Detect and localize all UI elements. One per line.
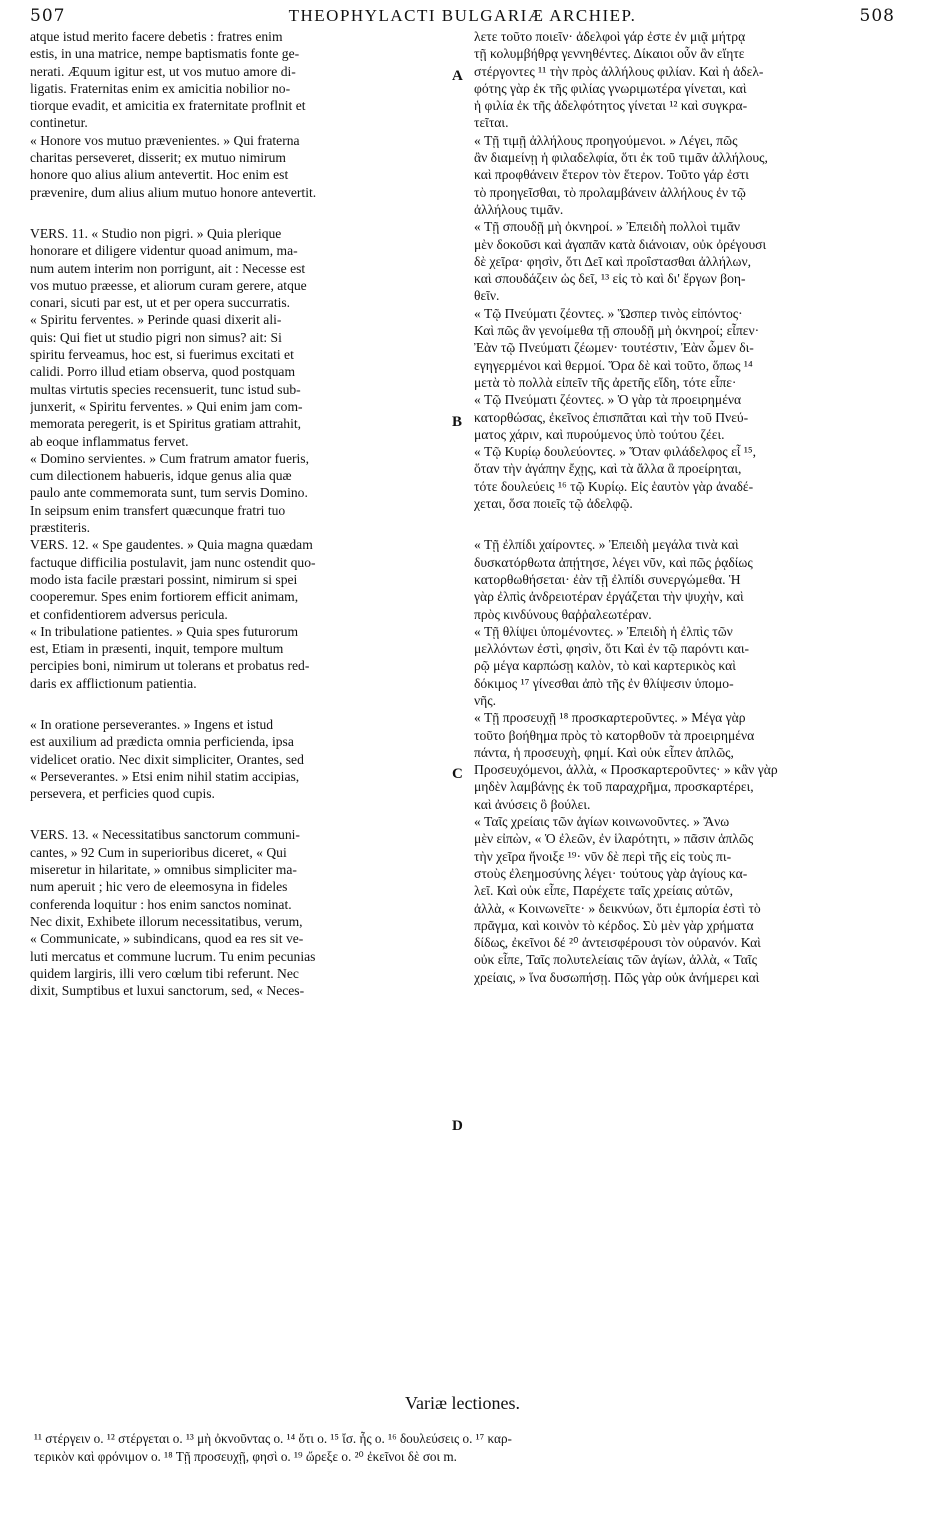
text-line: paulo ante commemorata sunt, tum servis Domino. [30,485,308,501]
footnote-line: ¹¹ στέργειν ο. ¹² στέργεται ο. ¹³ μὴ ὀκνοῦντας ο. ¹⁴ ὅτι ο. ¹⁵ ἴσ. ἦς ο. ¹⁶ δουλεύσεις ο. ¹⁷ καρ- [34,1431,512,1446]
text-line: daris ex afflictionum patientia. [30,675,197,691]
text-line: χεται, ὅσα ποιεῖς τῷ ἀδελφῷ. [474,496,633,512]
paragraph [30,225,450,311]
paragraph [474,28,894,132]
paragraph [474,536,894,622]
text-line: charitas perseveret, disserit; ex mutuo nimirum [30,150,286,166]
text-line: μελλόντων ἐστὶ, φησὶν, ὅτι Καὶ ἐν τῷ παρόντι και- [474,641,750,657]
text-line: continetur. [30,115,88,131]
page-number-right: 508 [859,6,895,26]
text-line: « Spiritu ferventes. » Perinde quasi dixerit ali- [30,312,282,328]
text-line: « Communicate, » subindicans, quod ea res sit ve- [30,931,304,947]
text-line: λετε τοῦτο ποιεῖν· ἀδελφοὶ γάρ ἐστε ἐν μιᾷ μήτρᾳ [474,29,746,44]
marker-a: A [452,68,463,84]
text-line: « In oratione perseverantes. » Ingens et istud [30,716,274,732]
text-line: κατορθωθήσεται· ἐὰν τῇ ἐλπίδι συνεργώμεθα. Ἡ [474,571,741,587]
text-line: honore quo alius alium antevertit. Hoc enim est [30,167,289,183]
paragraph [30,132,450,201]
text-line: μηδὲν λαμβάνῃς ἐκ τοῦ παραχρῆμα, προσκαρτέρει, [474,779,754,795]
text-line: οὐκ εἶπε, Ταῖς πολυτελείαις τῶν ἁγίων, ἀλλὰ, « Ταῖς [474,952,757,968]
text-line: conari, sicuti par est, ut et per opera succurratis. [30,295,291,311]
text-line: πάντα, ἡ προσευχὴ, φημί. Καὶ οὐκ εἶπεν ἁπλῶς, [474,744,734,760]
text-line: cooperemur. Spes enim fortiorem efficit animam, [30,589,299,605]
text-line: num aperuit ; hic vero de eleemosyna in fideles [30,879,288,895]
text-line: estis, in una matrice, nempe baptismatis fonte ge- [30,46,300,62]
text-line: « Τῷ Πνεύματι ζέοντες. » Ὁ γὰρ τὰ προειρημένα [474,392,742,408]
text-line: « In tribulatione patientes. » Quia spes futurorum [30,623,299,639]
footnote-line: τερικὸν καὶ φρόνιμον ο. ¹⁸ Τῇ προσευχῇ, φησὶ ο. ¹⁹ ὤρεξε ο. ²⁰ ἐκεῖνοι δὲ σοι m. [34,1449,457,1464]
text-line: δὲ χεῖρα· φησὶν, ὅτι Δεῖ καὶ προΐστασθαι ἀλλήλων, [474,253,752,269]
text-line: videlicet oratio. Nec dixit simpliciter, Orantes, sed [30,751,304,767]
variae-lectiones-heading: Variæ lectiones. [405,1393,520,1413]
text-line: τεῖται. [474,115,509,131]
text-line: « Honore vos mutuo prævenientes. » Qui fraterna [30,132,300,148]
text-line: Ἐὰν τῷ Πνεύματι ζέωμεν· τουτέστιν, Ἐὰν ὦμεν δι- [474,340,754,356]
text-line: factuque difficilia postulavit, jam nunc ostendit quo- [30,554,316,570]
text-line: καὶ ἀνύσεις ὃ βούλει. [474,796,591,812]
text-line: ligatis. Fraternitas enim ex amicitia nobilior no- [30,80,291,96]
text-line: λεῖ. Καὶ οὐκ εἶπε, Παρέχετε ταῖς χρείαις αὐτῶν, [474,883,734,899]
paragraph [474,443,894,512]
paragraph [474,132,894,218]
text-line: « Τῇ τιμῇ ἀλλήλους προηγούμενοι. » Λέγει, πῶς [474,132,738,148]
text-line: quidem largiris, illi vero cœlum tibi referunt. Nec [30,965,299,981]
text-line: πρᾶγμα, καὶ κοινὸν τὸ κέρδος. Σὺ μὲν γὰρ χρήματα [474,917,754,933]
text-line: conferenda loquitur : hos enim sanctos nominat. [30,896,292,912]
greek-column [474,28,894,1383]
text-line: τὸ προηγεῖσθαι, τὸ προλαμβάνειν ἀλλήλους ἐν τῷ [474,184,746,200]
text-line: πρὸς κινδύνους θαῤῥαλεωτέραν. [474,606,652,622]
text-line: tiorque evadit, et amicitia ex fraternitate proflnit et [30,98,306,114]
text-line: « Τῇ θλίψει ὑπομένοντες. » Ἐπειδὴ ἡ ἐλπὶς τῶν [474,623,733,639]
text-line: memorata peregerit, is et Spiritus gratiam attrahit, [30,416,302,432]
text-line: μὲν εἰπὼν, « Ὁ ἐλεῶν, ἐν ἱλαρότητι, » πᾶσιν ἁπλῶς [474,831,754,847]
text-line: VERS. 12. « Spe gaudentes. » Quia magna quædam [30,537,313,553]
text-line: καὶ προφθάνειν ἕτερον τὸν ἕτερον. Τοῦτο γάρ ἐστι [474,167,749,183]
text-line: στέργοντες ¹¹ τὴν πρὸς ἀλλήλους φιλίαν. Καὶ ἡ ἀδελ- [474,63,764,79]
text-line: modo ista facile præstari possint, nimirum si spei [30,571,298,587]
text-line: persevera, et perficies quod cupis. [30,786,215,802]
text-line: cantes, » 92 Cum in superioribus diceret, « Qui [30,844,287,860]
text-line: « Τῷ Κυρίῳ δουλεύοντες. » Ὅταν φιλάδελφος εἶ ¹⁵, [474,444,757,460]
paragraph [474,218,894,304]
marker-b: B [452,414,463,430]
text-line: num autem interim non porrigunt, ait : Necesse est [30,260,306,276]
text-line: percipies boni, nimirum ut tolerans et probatus red- [30,658,310,674]
text-line: « Τῇ ἐλπίδι χαίροντες. » Ἐπειδὴ μεγάλα τινὰ καὶ [474,537,739,553]
footnotes [34,1430,894,1466]
text-line: VERS. 11. « Studio non pigri. » Quia plerique [30,225,282,241]
text-line: μετὰ τὸ πολλὰ εἰπεῖν τῆς ἀρετῆς εἴδη, τότε εἶπε· [474,374,737,390]
section-markers [452,28,472,1388]
text-line: luti mercatus et commune lucrum. Tu enim pecunias [30,948,316,964]
text-line: « Perseverantes. » Etsi enim nihil statim accipias, [30,768,300,784]
text-line: honorare et diligere videntur quoad animum, ma- [30,243,298,259]
text-line: καὶ σπουδάζειν ὡς δεῖ, ¹³ εἰς τὸ καὶ δι' ἔργων βοη- [474,271,746,287]
text-line: τοῦτο βοήθημα πρὸς τὸ κατορθοῦν τὰ προειρημένα [474,727,755,743]
text-line: est auxilium ad prædicta omnia perficienda, ipsa [30,734,294,750]
text-line: præstiteris. [30,520,91,536]
text-line: γὰρ ἐλπὶς ἀνδρειοτέραν ἐργάζεται τὴν ψυχὴν, καὶ [474,589,744,605]
text-line: τότε δουλεύεις ¹⁶ τῷ Κυρίῳ. Εἰς ἑαυτὸν γὰρ ἀναδέ- [474,478,754,494]
text-line: θεῖν. [474,288,500,304]
paragraph [474,813,894,986]
text-line: φότης γὰρ ἐκ τῆς φιλίας γνωριμωτέρα γίνεται, καὶ [474,80,747,96]
text-line: εγηγερμένοι καὶ θερμοί. Ὅρα δὲ καὶ τοῦτο, ὅπως ¹⁴ [474,357,753,373]
paragraph [30,826,450,999]
text-line: ἡ φιλία ἐκ τῆς ἀδελφότητος γίνεται ¹² καὶ συγκρα- [474,98,748,114]
text-line: Nec dixit, Exhibete illorum necessitatibus, verum, [30,913,303,929]
text-line: « Τῇ προσευχῇ ¹⁸ προσκαρτεροῦντες. » Μέγα γὰρ [474,710,746,726]
text-line: ab eoque inflammatus fervet. [30,433,189,449]
text-line: ἀλλήλους τιμᾶν. [474,201,564,217]
paragraph [30,311,450,449]
text-line: nerati. Æquum igitur est, ut vos mutuo amore di- [30,63,296,79]
text-line: quis: Qui fiet ut studio pigri non simus? ait: Si [30,329,282,345]
text-line: calidi. Porro illud etiam observa, quod postquam [30,364,296,380]
paragraph [474,305,894,443]
text-line: VERS. 13. « Necessitatibus sanctorum communi- [30,827,300,843]
text-line: Προσευχόμενοι, ἀλλὰ, « Προσκαρτεροῦντες· » κἂν γὰρ [474,762,778,778]
text-line: vos mutuo præesse, et aliorum curam gerere, atque [30,277,307,293]
text-line: junxerit, « Spiritu ferventes. » Qui enim jam com- [30,398,303,414]
page-number-left: 507 [30,6,66,26]
page-header [30,6,895,28]
text-line: δυσκατόρθωτα ἀπῄτησε, λέγει νῦν, καὶ πῶς ῥᾳδίως [474,554,753,570]
marker-c: C [452,766,463,782]
text-line: μὲν δοκοῦσι καὶ ἀγαπᾶν κατὰ διάνοιαν, οὐκ ὀρέγουσι [474,236,767,252]
text-line: et confidentiorem adversus pericula. [30,606,228,622]
text-line: cum dilectionem habueris, idque genus alia quæ [30,468,292,484]
text-line: ρῷ μέγα καρπώσῃ καλὸν, τὸ καὶ καρτερικὸς καὶ [474,658,736,674]
paragraph [30,450,450,536]
text-line: κατορθώσας, ἐκεῖνος ἐπισπᾶται καὶ τὴν τοῦ Πνεύ- [474,409,749,425]
text-line: In seipsum enim transfert quæcunque fratri tuo [30,502,286,518]
text-line: atque istud merito facere debetis : fratres enim [30,29,283,44]
text-line: ὅταν τὴν ἀγάπην ἔχῃς, καὶ τὰ ἄλλα ἃ προείρηται, [474,461,742,477]
text-line: νῆς. [474,692,497,708]
paragraph [30,623,450,692]
text-line: τὴν χεῖρα ἤνοιξε ¹⁹· νῦν δὲ περὶ τῆς εἰς τοὺς πι- [474,848,732,864]
text-line: dixit, Sumptibus et luxui sanctorum, sed, « Neces- [30,983,305,999]
text-line: στοὺς ἐλεημοσύνης λέγει· τούτους γὰρ ἁγίους κα- [474,865,748,881]
latin-column [30,28,450,1383]
text-line: ἀλλὰ, « Κοινωνεῖτε· » δεικνύων, ὅτι ἐμπορία ἐστὶ τὸ [474,900,761,916]
text-line: multas virtutis species recensuerit, tunc istud sub- [30,381,301,397]
text-line: miseretur in hilaritate, » omnibus simpliciter ma- [30,862,297,878]
text-line: « Domino servientes. » Cum fratrum amator fueris, [30,450,309,466]
paragraph [474,709,894,813]
running-title: THEOPHYLACTI BULGARIÆ ARCHIEP. [288,6,637,25]
text-line: « Τῇ σπουδῇ μὴ ὀκνηροί. » Ἐπειδὴ πολλοὶ τιμᾶν [474,219,741,235]
text-line: est, Etiam in præsenti, inquit, tempore multum [30,641,284,657]
text-line: Καὶ πῶς ἂν γενοίμεθα τῇ σπουδῇ μὴ ὀκνηροί; εἶπεν· [474,323,760,339]
paragraph [474,623,894,709]
text-line: spiritu ferveamus, hoc est, si fuerimus excitati et [30,347,294,363]
text-line: τῇ κολυμβήθρᾳ γεννηθέντες. Δίκαιοι οὖν ἂν εἴητε [474,46,745,62]
text-line: δίδως, ἐκεῖνοι δέ ²⁰ ἀντεισφέρουσι τὸν οὐρανόν. Καὶ [474,935,761,951]
paragraph [30,536,450,622]
text-line: « Ταῖς χρείαις τῶν ἁγίων κοινωνοῦντες. » Ἄνω [474,814,730,830]
text-line: ματος χάριν, καὶ πυρούμενος ὑπὸ τούτου ζέει. [474,426,725,442]
marker-d: D [452,1118,463,1134]
text-line: δόκιμος ¹⁷ γίνεσθαι ἀπὸ τῆς ἐν θλίψεσιν ὑπομο- [474,675,734,691]
text-line: χρείαις, » ἵνα δυσωπήσῃ. Πῶς γὰρ οὐκ ἀνήμερει καὶ [474,969,760,985]
paragraph [30,28,450,132]
text-line: « Τῷ Πνεύματι ζέοντες. » Ὥσπερ τινὸς εἰπόντος· [474,305,743,321]
text-line: ἂν διαμείνῃ ἡ φιλαδελφία, ὅτι ἐκ τοῦ τιμᾶν ἀλλήλους, [474,150,768,166]
paragraph [30,716,450,802]
text-line: prævenire, dum alius alium mutuo honore antevertit. [30,184,317,200]
